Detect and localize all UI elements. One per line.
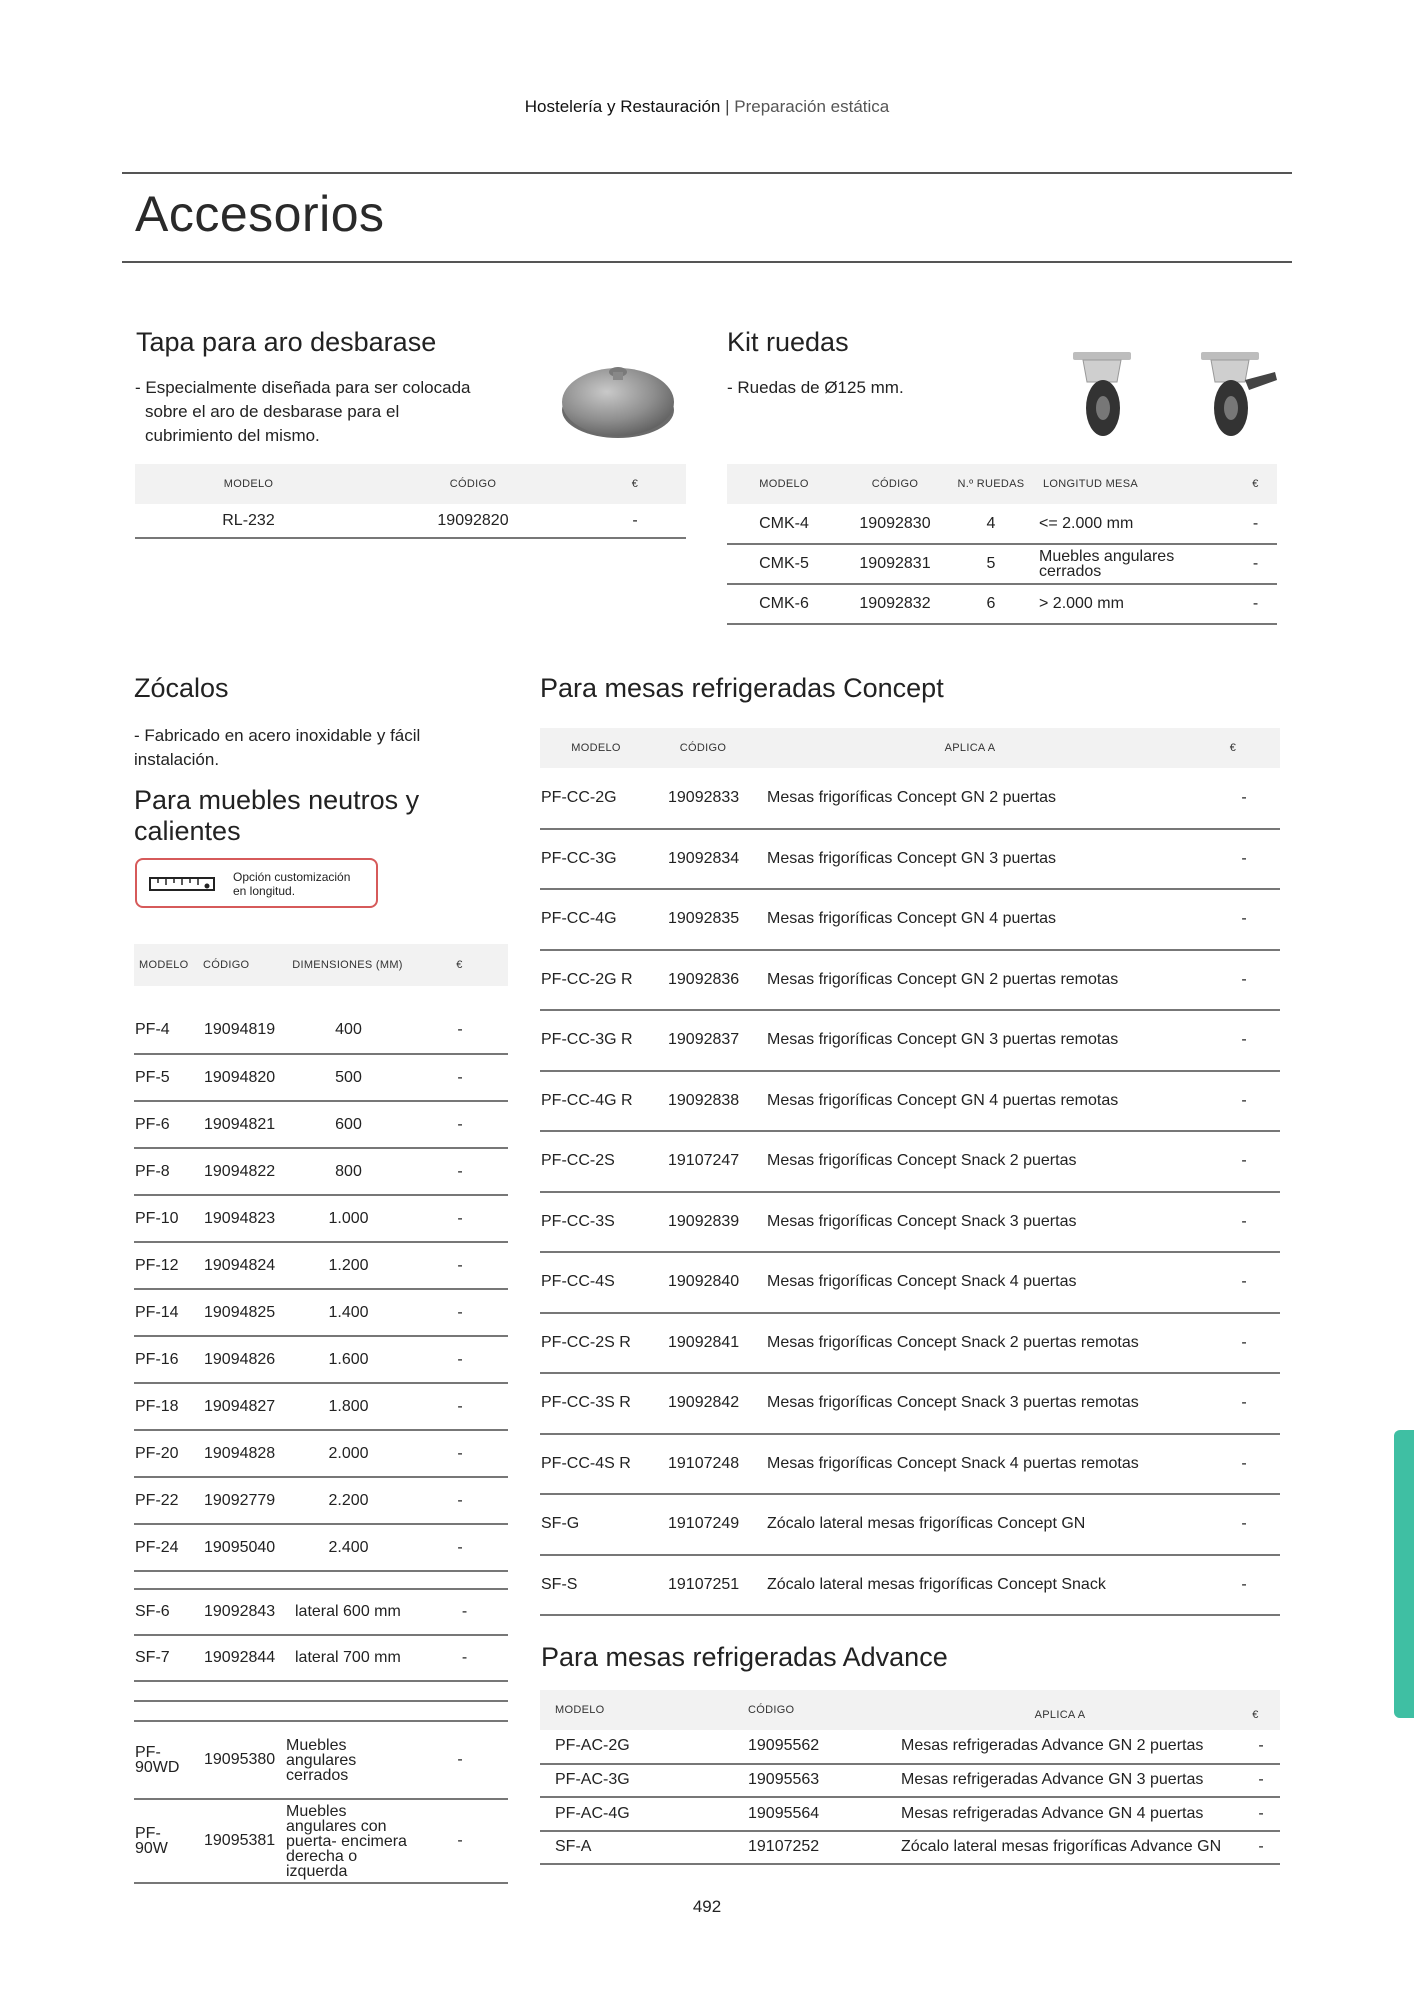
cell-dimensiones: [285, 1721, 412, 1799]
cell-modelo: PF-18: [134, 1383, 203, 1430]
table-row: [540, 889, 1280, 950]
cell-codigo: 19092833: [667, 768, 766, 829]
table-row: [540, 1313, 1280, 1374]
cell-codigo: 19092844: [203, 1635, 285, 1681]
cell-precio: -: [412, 1148, 508, 1195]
cell-longitud-line1: Muebles angulares: [1039, 548, 1175, 565]
cell-codigo: 19094826: [203, 1336, 285, 1383]
cell-codigo: 19094822: [203, 1148, 285, 1195]
table-row: [540, 1010, 1280, 1071]
table-row: [540, 1373, 1280, 1434]
table-row: [540, 1797, 1280, 1831]
cell-codigo: 19092836: [667, 950, 766, 1011]
cell-precio: -: [1208, 768, 1280, 829]
table-row: [134, 1799, 508, 1883]
cell-dimensiones: 2.000: [285, 1430, 412, 1477]
page-title: Accesorios: [135, 186, 385, 242]
cell-aplica: Mesas frigoríficas Concept Snack 3 puertas remotas: [766, 1373, 1208, 1434]
cell-precio: -: [1234, 544, 1277, 584]
cell-dimensiones: lateral 700 mm: [285, 1635, 421, 1681]
zocalos-lateral-table: [134, 1588, 508, 1682]
cell-precio: -: [412, 1289, 508, 1336]
table-row: [727, 544, 1277, 584]
cell-modelo: PF-CC-3S R: [540, 1373, 667, 1434]
cell-precio: -: [412, 1101, 508, 1148]
cell-aplica: Mesas frigoríficas Concept GN 4 puertas remotas: [766, 1071, 1208, 1132]
cell-aplica: Mesas frigoríficas Concept Snack 2 puertas: [766, 1131, 1208, 1192]
cell-precio: -: [1208, 1313, 1280, 1374]
concept-title: Para mesas refrigeradas Concept: [540, 673, 944, 703]
table-row: [727, 504, 1277, 544]
cell-codigo: 19092834: [667, 829, 766, 890]
cell-dimensiones: 1.200: [285, 1242, 412, 1289]
kit-description: - Ruedas de Ø125 mm.: [727, 378, 904, 397]
cell-dimensiones: [285, 1799, 412, 1883]
cell-precio: -: [412, 1799, 508, 1883]
cell-codigo: 19094821: [203, 1101, 285, 1148]
zocalos-table-header: [134, 944, 508, 986]
cell-codigo: 19092832: [841, 584, 949, 624]
cell-codigo: 19094820: [203, 1054, 285, 1101]
cell-codigo: 19107252: [736, 1831, 889, 1865]
cell-precio: -: [1208, 1434, 1280, 1495]
customization-line1: Opción customización: [233, 870, 351, 884]
cell-modelo-line2: 90WD: [135, 1759, 180, 1776]
table-row: [540, 950, 1280, 1011]
col-precio: €: [1231, 1690, 1280, 1730]
cell-precio: -: [1208, 950, 1280, 1011]
table-row: [134, 1524, 508, 1571]
zocalos-pf-table: [134, 1007, 508, 1572]
cell-dim-line: angulares con: [286, 1817, 387, 1835]
cell-aplica: Mesas frigoríficas Concept GN 2 puertas: [766, 768, 1208, 829]
cell-codigo: 19107247: [667, 1131, 766, 1192]
customization-text: [233, 870, 350, 898]
cell-aplica: Mesas refrigeradas Advance GN 2 puertas: [889, 1730, 1242, 1764]
cell-precio: -: [1208, 1131, 1280, 1192]
cell-modelo: SF-A: [540, 1831, 736, 1865]
advance-table-body: [540, 1730, 1280, 1865]
cell-precio: -: [1208, 1373, 1280, 1434]
cell-aplica: Mesas frigoríficas Concept GN 2 puertas remotas: [766, 950, 1208, 1011]
zocalos-angular-table: [134, 1700, 508, 1884]
table-row: [540, 1494, 1280, 1555]
page-number: 492: [692, 1897, 722, 1916]
cell-dimensiones: 1.800: [285, 1383, 412, 1430]
table-row: [134, 1589, 508, 1635]
kit-title: Kit ruedas: [727, 327, 849, 357]
cell-dimensiones: 1.400: [285, 1289, 412, 1336]
cell-aplica: Mesas frigoríficas Concept Snack 4 puertas: [766, 1252, 1208, 1313]
cell-codigo: 19092839: [667, 1192, 766, 1253]
cell-dimensiones: 400: [285, 1007, 412, 1054]
zocalos-desc-line1: - Fabricado en acero inoxidable y fácil: [134, 726, 421, 745]
cell-modelo: PF-CC-4G R: [540, 1071, 667, 1132]
cell-codigo: 19092820: [362, 504, 584, 538]
table-row: [540, 768, 1280, 829]
col-modelo: MODELO: [727, 464, 841, 504]
table-row: [135, 504, 686, 538]
kit-table-header: [727, 464, 1277, 504]
zocalos-table: [134, 944, 508, 1004]
tapa-desc-line3: cubrimiento del mismo.: [145, 426, 320, 445]
cell-dimensiones: 2.200: [285, 1477, 412, 1524]
cell-modelo: PF-CC-3G R: [540, 1010, 667, 1071]
cell-precio: -: [1208, 1010, 1280, 1071]
cell-codigo: 19092843: [203, 1589, 285, 1635]
title-top-rule: [122, 172, 1292, 174]
cell-codigo: 19095380: [203, 1721, 285, 1799]
cell-precio: -: [1242, 1730, 1280, 1764]
cell-codigo: 19095381: [203, 1799, 285, 1883]
cell-precio: -: [412, 1336, 508, 1383]
cell-modelo-line2: 90W: [135, 1840, 168, 1857]
customization-badge: [135, 858, 378, 908]
col-precio: €: [1186, 728, 1280, 768]
cell-codigo: 19094819: [203, 1007, 285, 1054]
cell-precio: -: [421, 1635, 508, 1681]
cell-modelo: CMK-6: [727, 584, 841, 624]
cell-dim-line: Muebles: [286, 1736, 347, 1754]
zocalos-description: [134, 724, 464, 772]
table-row: [540, 1434, 1280, 1495]
cell-codigo: 19092830: [841, 504, 949, 544]
cell-precio: -: [1208, 1071, 1280, 1132]
cell-modelo: PF-8: [134, 1148, 203, 1195]
table-row: [134, 1383, 508, 1430]
cell-codigo: 19092838: [667, 1071, 766, 1132]
cell-aplica: Zócalo lateral mesas frigoríficas Concept GN: [766, 1494, 1208, 1555]
table-row: [540, 1555, 1280, 1616]
concept-table-header: [540, 728, 1280, 768]
advance-table: [540, 1690, 1280, 1730]
cell-aplica: Zócalo lateral mesas frigoríficas Advance GN: [889, 1831, 1242, 1865]
cell-precio: -: [1208, 1555, 1280, 1616]
col-codigo: CÓDIGO: [652, 728, 754, 768]
table-row: [134, 1054, 508, 1101]
advance-title: Para mesas refrigeradas Advance: [541, 1642, 948, 1672]
cell-dim-line: angulares: [286, 1751, 357, 1769]
zocalos-subtitle-line2: calientes: [134, 816, 241, 846]
cell-modelo: PF-20: [134, 1430, 203, 1477]
running-header: [0, 97, 1414, 117]
cell-codigo: 19094827: [203, 1383, 285, 1430]
cell-modelo: PF-CC-2G R: [540, 950, 667, 1011]
cell-codigo: 19095563: [736, 1764, 889, 1798]
cell-modelo: SF-G: [540, 1494, 667, 1555]
cell-precio: -: [412, 1430, 508, 1477]
col-aplica: APLICA A: [754, 728, 1186, 768]
cell-precio: -: [412, 1007, 508, 1054]
cell-modelo: PF-AC-3G: [540, 1764, 736, 1798]
cell-precio: -: [1242, 1764, 1280, 1798]
col-precio: €: [411, 944, 508, 986]
cell-precio: -: [1208, 1192, 1280, 1253]
cell-modelo: PF-CC-2G: [540, 768, 667, 829]
cell-dim-line: izquerda: [286, 1862, 348, 1880]
lid-product-image: [556, 348, 686, 448]
header-subsection: Preparación estática: [734, 97, 890, 116]
title-bottom-rule: [122, 261, 1292, 263]
cell-ruedas: 4: [949, 504, 1033, 544]
table-row: [134, 1477, 508, 1524]
zocalos-desc-line2: instalación.: [134, 750, 220, 769]
tapa-desc-line1: - Especialmente diseñada para ser colocada: [135, 378, 471, 397]
cell-dimensiones: 1.000: [285, 1195, 412, 1242]
cell-modelo: PF-22: [134, 1477, 203, 1524]
cell-modelo: SF-7: [134, 1635, 203, 1681]
cell-modelo: RL-232: [135, 504, 362, 538]
cell-precio: -: [1242, 1797, 1280, 1831]
cell-dim-line: Muebles: [286, 1802, 347, 1820]
col-modelo: MODELO: [540, 728, 652, 768]
table-row: [134, 1242, 508, 1289]
cell-codigo: 19092841: [667, 1313, 766, 1374]
cell-aplica: Mesas frigoríficas Concept Snack 4 puertas remotas: [766, 1434, 1208, 1495]
tapa-table-header: [135, 464, 686, 504]
table-row: [134, 1007, 508, 1054]
cell-dim-line: cerrados: [286, 1766, 349, 1784]
cell-modelo: PF-24: [134, 1524, 203, 1571]
cell-codigo: 19095040: [203, 1524, 285, 1571]
col-aplica: APLICA A: [889, 1690, 1231, 1730]
cell-codigo: 19092835: [667, 889, 766, 950]
concept-table-body: [540, 768, 1280, 1616]
cell-codigo: 19094825: [203, 1289, 285, 1336]
cell-modelo: PF-6: [134, 1101, 203, 1148]
cell-precio: -: [1208, 889, 1280, 950]
cell-dimensiones: lateral 600 mm: [285, 1589, 421, 1635]
cell-modelo: PF-5: [134, 1054, 203, 1101]
cell-precio: -: [1208, 829, 1280, 890]
cell-precio: -: [412, 1721, 508, 1799]
cell-modelo: [134, 1799, 203, 1883]
concept-table: [540, 728, 1280, 768]
cell-modelo: PF-CC-2S R: [540, 1313, 667, 1374]
table-row: [134, 1336, 508, 1383]
cell-codigo: 19092837: [667, 1010, 766, 1071]
col-ruedas: N.º RUEDAS: [949, 464, 1033, 504]
cell-aplica: Mesas frigoríficas Concept GN 3 puertas: [766, 829, 1208, 890]
table-row: [134, 1148, 508, 1195]
cell-modelo: PF-12: [134, 1242, 203, 1289]
table-row: [134, 1635, 508, 1681]
cell-codigo: 19092842: [667, 1373, 766, 1434]
cell-aplica: Mesas refrigeradas Advance GN 3 puertas: [889, 1764, 1242, 1798]
cell-modelo: PF-4: [134, 1007, 203, 1054]
cell-dimensiones: 600: [285, 1101, 412, 1148]
cell-dimensiones: 500: [285, 1054, 412, 1101]
col-precio: €: [584, 464, 686, 504]
cell-aplica: Mesas frigoríficas Concept GN 4 puertas: [766, 889, 1208, 950]
cell-precio: -: [1242, 1831, 1280, 1865]
table-row: [540, 1071, 1280, 1132]
table-row: [134, 1289, 508, 1336]
col-codigo: CÓDIGO: [736, 1690, 889, 1730]
col-modelo: MODELO: [134, 944, 202, 986]
cell-precio: -: [1234, 504, 1277, 544]
tapa-table: [135, 464, 686, 539]
cell-modelo: PF-16: [134, 1336, 203, 1383]
cell-precio: -: [412, 1195, 508, 1242]
table-row: [540, 1192, 1280, 1253]
cell-modelo: CMK-4: [727, 504, 841, 544]
zocalos-subtitle-line1: Para muebles neutros y: [134, 785, 420, 815]
cell-modelo: PF-AC-2G: [540, 1730, 736, 1764]
table-row: [540, 1730, 1280, 1764]
col-modelo: MODELO: [540, 1690, 736, 1730]
kit-table: [727, 464, 1277, 625]
cell-codigo: 19092779: [203, 1477, 285, 1524]
cell-precio: -: [584, 504, 686, 538]
section-accent-tab: [1394, 1430, 1414, 1718]
cell-modelo: PF-CC-3G: [540, 829, 667, 890]
col-codigo: CÓDIGO: [362, 464, 584, 504]
cell-modelo: PF-CC-4S R: [540, 1434, 667, 1495]
header-section: Hostelería y Restauración: [524, 97, 721, 116]
cell-ruedas: 5: [949, 544, 1033, 584]
table-row: [540, 1764, 1280, 1798]
cell-modelo: CMK-5: [727, 544, 841, 584]
tapa-description: [135, 376, 535, 448]
cell-dim-line: puerta- encimera: [286, 1832, 407, 1850]
table-row: [727, 584, 1277, 624]
table-row: [134, 1721, 508, 1799]
cell-modelo: PF-CC-4G: [540, 889, 667, 950]
cell-aplica: Mesas refrigeradas Advance GN 4 puertas: [889, 1797, 1242, 1831]
col-dimensiones: DIMENSIONES (MM): [284, 944, 411, 986]
cell-precio: -: [421, 1589, 508, 1635]
cell-codigo: 19107251: [667, 1555, 766, 1616]
cell-aplica: Mesas frigoríficas Concept GN 3 puertas remotas: [766, 1010, 1208, 1071]
cell-dimensiones: 800: [285, 1148, 412, 1195]
cell-modelo-line1: PF-: [135, 1825, 161, 1842]
cell-modelo: PF-CC-2S: [540, 1131, 667, 1192]
cell-precio: -: [1208, 1252, 1280, 1313]
col-precio: €: [1234, 464, 1277, 504]
cell-aplica: Mesas frigoríficas Concept Snack 3 puertas: [766, 1192, 1208, 1253]
ruler-icon: [149, 874, 219, 894]
table-row: [134, 1195, 508, 1242]
cell-precio: -: [412, 1524, 508, 1571]
caster-wheel-brake-icon: [1193, 350, 1283, 440]
cell-precio: -: [1208, 1494, 1280, 1555]
table-row: [134, 1430, 508, 1477]
tapa-desc-line2: sobre el aro de desbarase para el: [145, 402, 400, 421]
customization-line2: en longitud.: [233, 884, 296, 898]
cell-precio: -: [412, 1242, 508, 1289]
cell-codigo: 19107248: [667, 1434, 766, 1495]
cell-modelo: SF-S: [540, 1555, 667, 1616]
cell-codigo: 19095562: [736, 1730, 889, 1764]
caster-wheel-icon: [1065, 350, 1140, 440]
cell-modelo: PF-CC-4S: [540, 1252, 667, 1313]
col-longitud: LONGITUD MESA: [1033, 464, 1234, 504]
col-codigo: CÓDIGO: [202, 944, 284, 986]
tapa-title: Tapa para aro desbarase: [136, 327, 437, 357]
cell-longitud: <= 2.000 mm: [1033, 504, 1234, 544]
cell-codigo: 19094828: [203, 1430, 285, 1477]
cell-codigo: 19092840: [667, 1252, 766, 1313]
table-row: [540, 829, 1280, 890]
cell-aplica: Zócalo lateral mesas frigoríficas Concept Snack: [766, 1555, 1208, 1616]
cell-dimensiones: 1.600: [285, 1336, 412, 1383]
col-modelo: MODELO: [135, 464, 362, 504]
cell-precio: -: [1234, 584, 1277, 624]
cell-dim-line: derecha o: [286, 1847, 358, 1865]
cell-codigo: 19107249: [667, 1494, 766, 1555]
cell-modelo: PF-14: [134, 1289, 203, 1336]
cell-codigo: 19094824: [203, 1242, 285, 1289]
cell-precio: -: [412, 1477, 508, 1524]
cell-ruedas: 6: [949, 584, 1033, 624]
advance-table-header: [540, 1690, 1280, 1730]
cell-longitud: [1033, 544, 1234, 584]
table-row: [540, 1131, 1280, 1192]
cell-precio: -: [412, 1054, 508, 1101]
cell-dimensiones: 2.400: [285, 1524, 412, 1571]
col-codigo: CÓDIGO: [841, 464, 949, 504]
cell-aplica: Mesas frigoríficas Concept Snack 2 puertas remotas: [766, 1313, 1208, 1374]
table-row: [134, 1101, 508, 1148]
cell-modelo: PF-CC-3S: [540, 1192, 667, 1253]
zocalos-title: Zócalos: [134, 673, 229, 703]
cell-longitud-line2: cerrados: [1039, 563, 1102, 580]
cell-modelo-line1: PF-: [135, 1744, 161, 1761]
cell-precio: -: [412, 1383, 508, 1430]
cell-modelo: PF-AC-4G: [540, 1797, 736, 1831]
header-separator: |: [725, 97, 730, 116]
cell-longitud: > 2.000 mm: [1033, 584, 1234, 624]
cell-modelo: [134, 1721, 203, 1799]
zocalos-subtitle: [134, 785, 474, 847]
cell-modelo: PF-10: [134, 1195, 203, 1242]
cell-codigo: 19094823: [203, 1195, 285, 1242]
table-row: [540, 1252, 1280, 1313]
cell-modelo: SF-6: [134, 1589, 203, 1635]
cell-codigo: 19095564: [736, 1797, 889, 1831]
cell-codigo: 19092831: [841, 544, 949, 584]
table-row: [540, 1831, 1280, 1865]
